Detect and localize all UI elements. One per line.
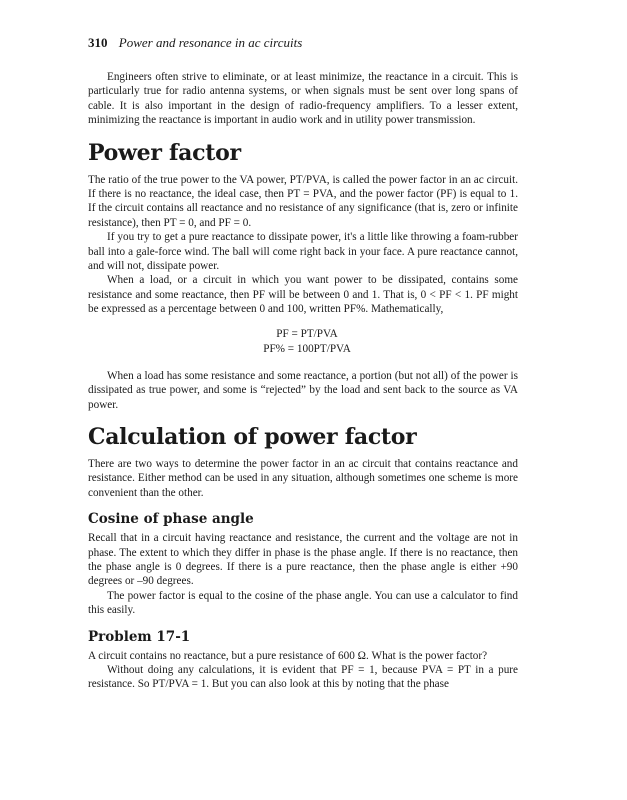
problem-paragraph-2: Without doing any calculations, it is evident that PF = 1, because PVA = PT in a pure resistance. So PT/PVA = 1. But you can also look at this by noting that the phase xyxy=(88,663,518,691)
equation-pf: PF = PT/PVA xyxy=(276,327,338,340)
section-heading-calculation: Calculation of power factor xyxy=(88,423,417,450)
power-factor-paragraph-2: If you try to get a pure reactance to dissipate power, it's a little like throwing a foam-rubber ball into a gale-force wind. The ball will come right back in your face. A pure reactance cannot, and will not, dissipate power. xyxy=(88,231,518,273)
cosine-paragraph-2: The power factor is equal to the cosine of the phase angle. You can use a calculator to find this easily. xyxy=(88,589,518,617)
power-factor-paragraph-4: When a load has some resistance and some reactance, a portion (but not all) of the power is dissipated as true power, and some is “rejected” by the load and sent back to the source as VA power. xyxy=(88,369,518,411)
running-header xyxy=(88,35,302,51)
body-text xyxy=(88,70,518,692)
running-title: Power and resonance in ac circuits xyxy=(118,35,303,50)
problem-paragraph-1: A circuit contains no reactance, but a pure resistance of 600 Ω. What is the power factor? xyxy=(88,649,488,662)
subsection-heading-cosine: Cosine of phase angle xyxy=(88,511,254,528)
equation-pf-percent: PF% = 100PT/PVA xyxy=(263,342,351,355)
section-heading-power-factor: Power factor xyxy=(88,139,241,166)
calculation-paragraph-1: There are two ways to determine the power factor in an ac circuit that contains reactance and resistance. Either method can be used in any situation, although sometimes one scheme is more convenient than the other. xyxy=(88,457,518,499)
power-factor-paragraph-3: When a load, or a circuit in which you want power to be dissipated, contains some resistance and some reactance, then PF will be between 0 and 1. That is, 0 < PF < 1. PF might be expressed as a percentage between 0 and 100, written PF%. Mathematically, xyxy=(88,274,518,316)
power-factor-paragraph-1: The ratio of the true power to the VA power, PT/PVA, is called the power factor in an ac circuit. If there is no reactance, the ideal case, then PT = PVA, and the power factor (PF) is equal to 1. If the circuit contains all reactance and no resistance of any significance (that is, zero or infinite resistance), then PT = 0, and PF = 0. xyxy=(88,173,518,229)
intro-paragraph: Engineers often strive to eliminate, or at least minimize, the reactance in a circuit. This is particularly true for radio antenna systems, or when signals must be sent over long spans of cable. It is also important in the design of radio-frequency amplifiers. To a lesser extent, minimizing the reactance is important in audio work and in utility power transmission. xyxy=(88,71,518,127)
equation-block xyxy=(88,327,518,357)
page-number: 310 xyxy=(88,35,108,50)
problem-heading: Problem 17-1 xyxy=(88,628,191,645)
cosine-paragraph-1: Recall that in a circuit having reactance and resistance, the current and the voltage are not in phase. The extent to which they differ in phase is the phase angle. If there is no reactance, then the phase angle is 0 degrees. If there is a pure reactance, then the phase angle is either +90 degrees or –90 degrees. xyxy=(88,532,518,588)
